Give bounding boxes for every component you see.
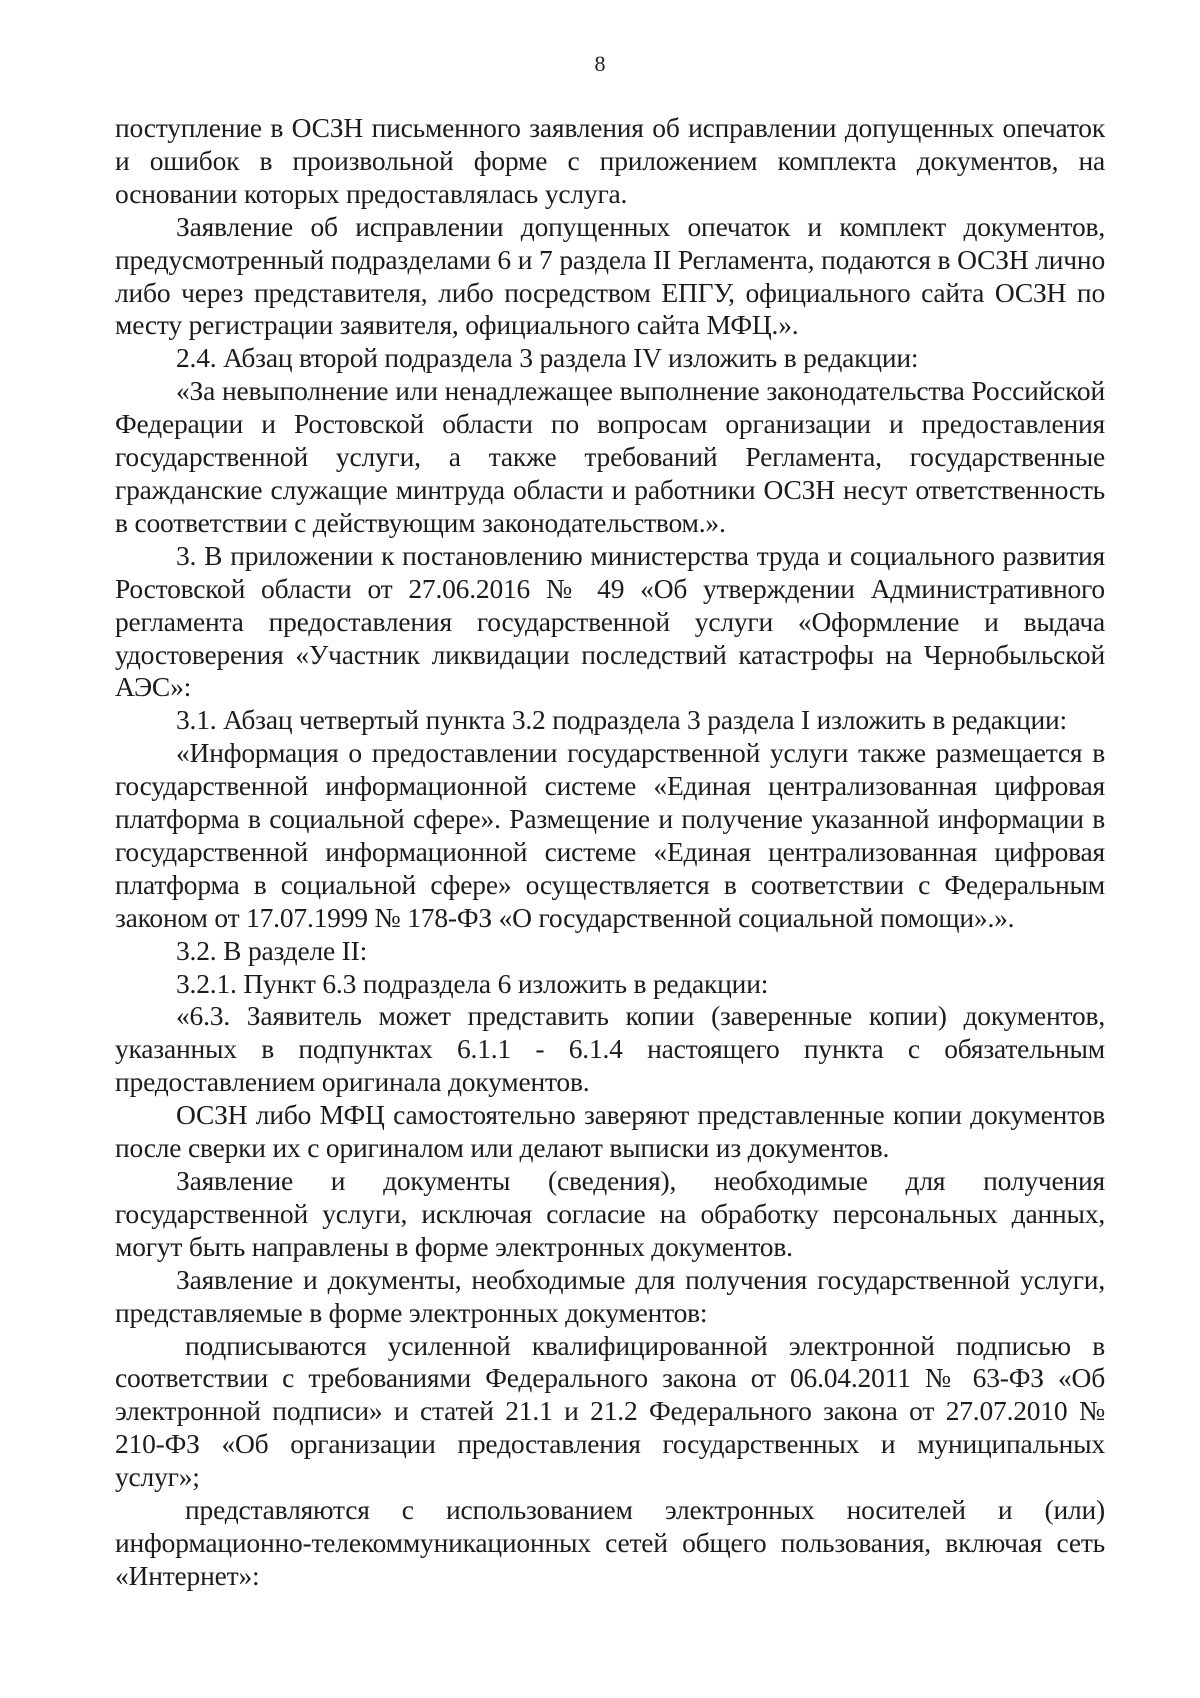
paragraph: «За невыполнение или ненадлежащее выполнение законодательства Российской Федерации и Ростовской области по вопросам организации и предоставления государственной услуги, а также требований Регламента, государственные гражданские служащие минтруда области и работники ОСЗН несут ответственность в соответствии с действующим законодательством.». <box>115 375 1105 538</box>
paragraph: «Информация о предоставлении государственной услуги также размещается в государственной информационной системе «Единая централизованная цифровая платформа в социальной сфере». Размещение и получение указанной информации в государственной информационной системе «Единая централизованная цифровая платформа в социальной сфере» осуществляется в соответствии с Федеральным законом от 17.07.1999 № 178-ФЗ «О государственной социальной помощи».». <box>115 737 1105 933</box>
paragraph-clause-3: 3. В приложении к постановлению министерства труда и социального развития Ростовской области от 27.06.2016 № 49 «Об утверждении Административного регламента предоставления государственной услуги «Оформление и выдача удостоверения «Участник ликвидации последствий катастрофы на Чернобыльской АЭС»: <box>115 539 1105 703</box>
paragraph: Заявление и документы, необходимые для получения государственной услуги, представляемые в форме электронных документов: <box>115 1263 1105 1328</box>
paragraph-continuation: поступление в ОСЗН письменного заявления об исправлении допущенных опечаток и ошибок в произвольной форме с приложением комплекта документов, на основании которых предоставлялась услуга. <box>115 112 1105 209</box>
paragraph-clause-3-2-1: 3.2.1. Пункт 6.3 подраздела 6 изложить в редакции: <box>176 967 769 999</box>
paragraph-clause-6-3: «6.3. Заявитель может представить копии (заверенные копии) документов, указанных в подпунктах 6.1.1 - 6.1.4 настоящего пункта с обязательным предоставлением оригинала документов. <box>115 1000 1105 1098</box>
paragraph: Заявление и документы (сведения), необходимые для получения государственной услуги, исключая согласие на обработку персональных данных, могут быть направлены в форме электронных документов. <box>115 1165 1105 1262</box>
paragraph-clause-2-4: 2.4. Абзац второй подраздела 3 раздела IV изложить в редакции: <box>176 342 919 374</box>
paragraph: представляются с использованием электронных носителей и (или) информационно-телекоммуникационных сетей общего пользования, включая сеть «Интернет»: <box>115 1494 1105 1591</box>
paragraph-clause-3-1: 3.1. Абзац четвертый пункта 3.2 подраздела 3 раздела I изложить в редакции: <box>176 704 1067 736</box>
paragraph-clause-3-2: 3.2. В разделе II: <box>176 934 368 966</box>
page-number: 8 <box>594 51 606 76</box>
paragraph: Заявление об исправлении допущенных опечаток и комплект документов, предусмотренный подразделами 6 и 7 раздела II Регламента, подаются в ОСЗН лично либо через представителя, либо посредством ЕПГУ, официального сайта ОСЗН по месту регистрации заявителя, официального сайта МФЦ.». <box>115 210 1105 341</box>
document-body <box>115 112 1105 1593</box>
paragraph: ОСЗН либо МФЦ самостоятельно заверяют представленные копии документов после сверки их с оригиналом или делают выписки из документов. <box>115 1099 1105 1164</box>
paragraph: подписываются усиленной квалифицированной электронной подписью в соответствии с требованиями Федерального закона от 06.04.2011 № 63-ФЗ «Об электронной подписи» и статей 21.1 и 21.2 Федерального закона от 27.07.2010 № 210-ФЗ «Об организации предоставления государственных и муниципальных услуг»; <box>115 1329 1105 1493</box>
